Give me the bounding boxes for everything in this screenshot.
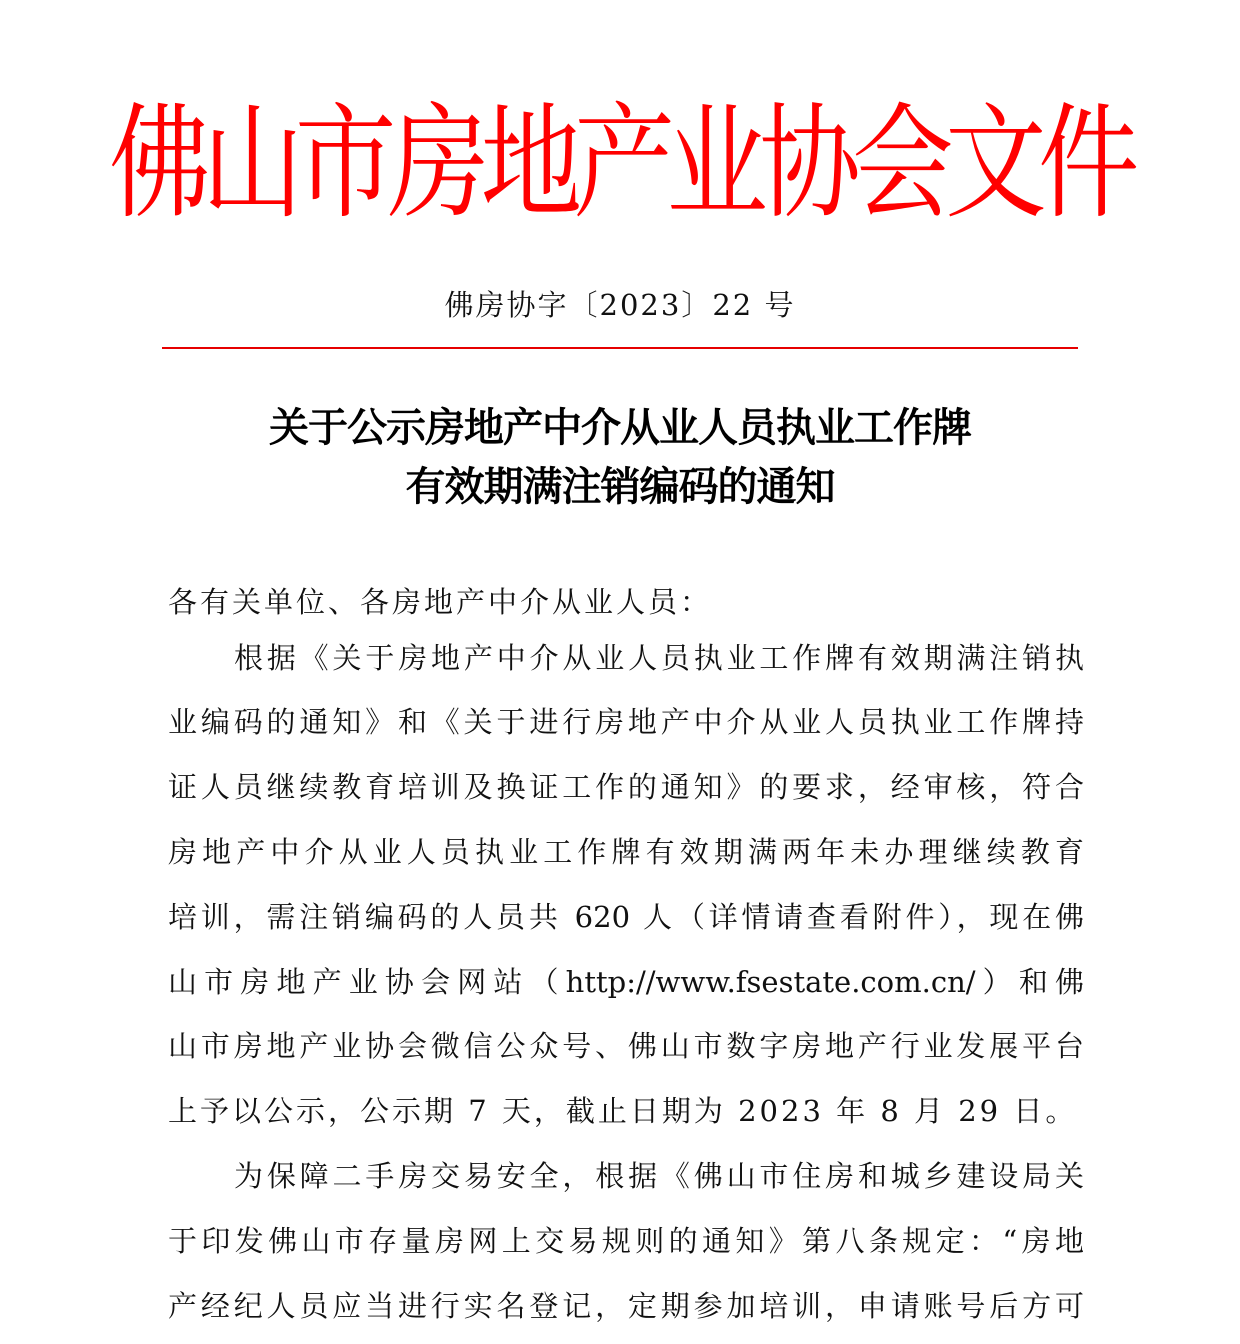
salutation: 各有关单位、各房地产中介从业人员： [168, 585, 713, 619]
red-divider-line [162, 347, 1078, 349]
paragraph-1-line-6: 山市房地产业协会网站（http://www.fsestate.com.cn/）和佛 [168, 965, 1084, 999]
paragraph-2-line-1: 为保障二手房交易安全，根据《佛山市住房和城乡建设局关 [234, 1159, 1084, 1193]
paragraph-2-line-2: 于印发佛山市存量房网上交易规则的通知》第八条规定：“房地 [168, 1224, 1084, 1258]
paragraph-1-line-2: 业编码的通知》和《关于进行房地产中介从业人员执业工作牌持 [168, 705, 1084, 739]
notice-title-line-2: 有效期满注销编码的通知 [405, 464, 835, 510]
paragraph-1-line-5: 培训，需注销编码的人员共 620 人（详情请查看附件），现在佛 [168, 900, 1084, 934]
document-number: 佛房协字〔2023〕22 号 [444, 288, 796, 322]
notice-title-line-1: 关于公示房地产中介从业人员执业工作牌 [269, 405, 971, 451]
paragraph-1-line-7: 山市房地产业协会微信公众号、佛山市数字房地产行业发展平台 [168, 1029, 1084, 1063]
paragraph-1-line-8: 上予以公示，公示期 7 天，截止日期为 2023 年 8 月 29 日。 [168, 1094, 1078, 1128]
paragraph-1-line-4: 房地产中介从业人员执业工作牌有效期满两年未办理继续教育 [168, 835, 1084, 869]
masthead-title: 佛山市房地产业协会文件 [109, 90, 1131, 236]
paragraph-2-line-3: 产经纪人员应当进行实名登记，定期参加培训，申请账号后方可 [168, 1289, 1084, 1323]
paragraph-1-line-1: 根据《关于房地产中介从业人员执业工作牌有效期满注销执 [234, 641, 1084, 675]
paragraph-1-line-3: 证人员继续教育培训及换证工作的通知》的要求，经审核，符合 [168, 770, 1084, 804]
